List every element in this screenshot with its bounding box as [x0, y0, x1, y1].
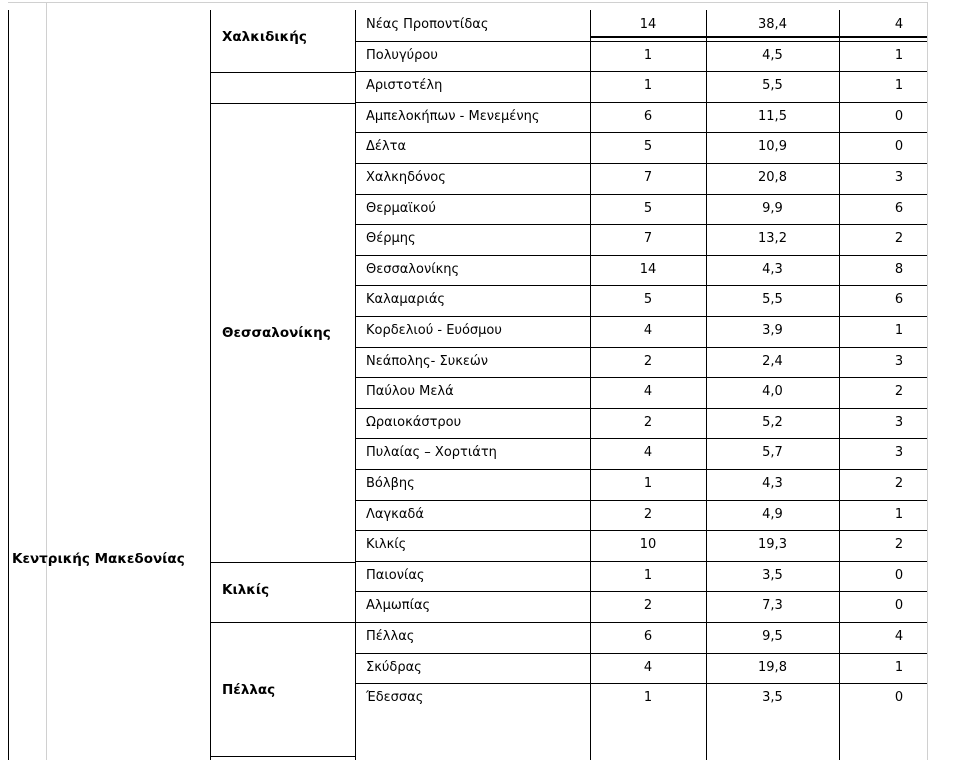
row-border: [355, 591, 927, 592]
municipality-cell: Νέας Προποντίδας: [366, 17, 489, 32]
row-border: [355, 132, 927, 133]
gridline: [8, 2, 928, 3]
value-cell-c2: 5,2: [762, 415, 783, 430]
value-cell-c2: 10,9: [758, 139, 787, 154]
value-cell-c2: 3,5: [762, 568, 783, 583]
value-cell-c3: 3: [894, 445, 904, 460]
value-cell-c2: 19,8: [758, 660, 787, 675]
value-cell-c1: 5: [643, 139, 653, 154]
value-cell-c1: 7: [643, 231, 653, 246]
value-cell-c3: 0: [894, 690, 904, 705]
value-cell-c1: 14: [639, 17, 657, 32]
row-border: [355, 500, 927, 501]
value-cell-c1: 14: [639, 262, 657, 277]
value-cell-c3: 3: [894, 354, 904, 369]
region-label: Κεντρικής Μακεδονίας: [12, 551, 185, 567]
value-cell-c2: 7,3: [762, 598, 783, 613]
value-cell-c3: 6: [894, 292, 904, 307]
border-line: [210, 103, 355, 104]
prefecture-label: Κιλκίς: [222, 582, 270, 598]
row-border: [355, 683, 927, 684]
value-cell-c3: 1: [894, 48, 904, 63]
row-border: [355, 561, 927, 562]
value-cell-c3: 0: [894, 109, 904, 124]
value-cell-c1: 6: [643, 629, 653, 644]
value-cell-c1: 7: [643, 170, 653, 185]
value-cell-c2: 20,8: [758, 170, 787, 185]
value-cell-c1: 6: [643, 109, 653, 124]
value-cell-c1: 1: [643, 568, 653, 583]
value-cell-c3: 0: [894, 568, 904, 583]
border-line: [590, 36, 927, 38]
value-cell-c2: 5,7: [762, 445, 783, 460]
value-cell-c3: 2: [894, 476, 904, 491]
value-cell-c1: 1: [643, 690, 653, 705]
municipality-cell: Θεσσαλονίκης: [366, 262, 460, 277]
row-border: [355, 102, 927, 103]
row-border: [355, 377, 927, 378]
municipality-cell: Κορδελιού - Ευόσμου: [366, 323, 502, 338]
border-line: [210, 622, 355, 623]
value-cell-c3: 3: [894, 170, 904, 185]
municipality-cell: Βόλβης: [366, 476, 415, 491]
value-cell-c1: 4: [643, 323, 653, 338]
value-cell-c1: 5: [643, 292, 653, 307]
value-cell-c2: 4,0: [762, 384, 783, 399]
row-border: [355, 194, 927, 195]
municipality-cell: Δέλτα: [366, 139, 407, 154]
value-cell-c1: 1: [643, 476, 653, 491]
border-line: [210, 10, 211, 760]
value-cell-c2: 4,3: [762, 262, 783, 277]
value-cell-c3: 3: [894, 415, 904, 430]
value-cell-c3: 4: [894, 629, 904, 644]
value-cell-c3: 0: [894, 139, 904, 154]
row-border: [355, 285, 927, 286]
municipality-cell: Θερμαϊκού: [366, 201, 436, 216]
value-cell-c2: 9,5: [762, 629, 783, 644]
value-cell-c2: 2,4: [762, 354, 783, 369]
row-border: [355, 347, 927, 348]
value-cell-c3: 1: [894, 323, 904, 338]
municipality-cell: Χαλκηδόνος: [366, 170, 446, 185]
value-cell-c3: 8: [894, 262, 904, 277]
value-cell-c2: 9,9: [762, 201, 783, 216]
municipality-cell: Ωραιοκάστρου: [366, 415, 462, 430]
value-cell-c2: 5,5: [762, 292, 783, 307]
value-cell-c2: 4,9: [762, 507, 783, 522]
value-cell-c3: 0: [894, 598, 904, 613]
border-line: [210, 72, 355, 73]
value-cell-c3: 1: [894, 507, 904, 522]
value-cell-c3: 4: [894, 17, 904, 32]
value-cell-c1: 1: [643, 48, 653, 63]
row-border: [355, 41, 927, 42]
municipality-cell: Παύλου Μελά: [366, 384, 454, 399]
value-cell-c3: 1: [894, 78, 904, 93]
value-cell-c1: 2: [643, 354, 653, 369]
row-border: [355, 438, 927, 439]
municipality-cell: Καλαμαριάς: [366, 292, 446, 307]
municipality-cell: Θέρμης: [366, 231, 416, 246]
municipality-cell: Πέλλας: [366, 629, 415, 644]
row-border: [355, 653, 927, 654]
value-cell-c2: 38,4: [758, 17, 787, 32]
row-border: [355, 71, 927, 72]
border-line: [8, 10, 9, 760]
municipality-cell: Νεάπολης- Συκεών: [366, 354, 489, 369]
municipality-cell: Λαγκαδά: [366, 507, 424, 522]
value-cell-c2: 5,5: [762, 78, 783, 93]
value-cell-c1: 2: [643, 415, 653, 430]
value-cell-c2: 3,9: [762, 323, 783, 338]
municipality-cell: Αμπελοκήπων - Μενεμένης: [366, 109, 540, 124]
prefecture-label: Χαλκιδικής: [222, 29, 307, 45]
value-cell-c1: 4: [643, 445, 653, 460]
border-line: [355, 10, 356, 760]
value-cell-c3: 1: [894, 660, 904, 675]
value-cell-c1: 1: [643, 78, 653, 93]
municipality-cell: Αλμωπίας: [366, 598, 431, 613]
value-cell-c3: 2: [894, 384, 904, 399]
gridline: [46, 2, 47, 760]
row-border: [355, 622, 927, 623]
value-cell-c2: 4,5: [762, 48, 783, 63]
municipality-cell: Έδεσσας: [366, 690, 424, 705]
border-line: [210, 756, 355, 757]
row-border: [355, 163, 927, 164]
municipality-cell: Αριστοτέλη: [366, 78, 443, 93]
value-cell-c1: 4: [643, 660, 653, 675]
municipality-cell: Πολυγύρου: [366, 48, 438, 63]
municipality-cell: Σκύδρας: [366, 660, 422, 675]
row-border: [355, 469, 927, 470]
value-cell-c1: 4: [643, 384, 653, 399]
value-cell-c1: 10: [639, 537, 657, 552]
value-cell-c3: 6: [894, 201, 904, 216]
value-cell-c1: 2: [643, 598, 653, 613]
value-cell-c3: 2: [894, 231, 904, 246]
row-border: [355, 530, 927, 531]
row-border: [355, 255, 927, 256]
value-cell-c2: 19,3: [758, 537, 787, 552]
row-border: [355, 224, 927, 225]
border-line: [210, 562, 355, 563]
value-cell-c2: 11,5: [758, 109, 787, 124]
value-cell-c2: 13,2: [758, 231, 787, 246]
value-cell-c3: 2: [894, 537, 904, 552]
municipality-cell: Κιλκίς: [366, 537, 407, 552]
municipality-cell: Παιονίας: [366, 568, 425, 583]
prefecture-label: Θεσσαλονίκης: [222, 325, 331, 341]
value-cell-c1: 2: [643, 507, 653, 522]
row-border: [355, 408, 927, 409]
prefecture-label: Πέλλας: [222, 682, 276, 698]
value-cell-c1: 5: [643, 201, 653, 216]
value-cell-c2: 3,5: [762, 690, 783, 705]
row-border: [355, 316, 927, 317]
value-cell-c2: 4,3: [762, 476, 783, 491]
municipality-cell: Πυλαίας – Χορτιάτη: [366, 445, 497, 460]
